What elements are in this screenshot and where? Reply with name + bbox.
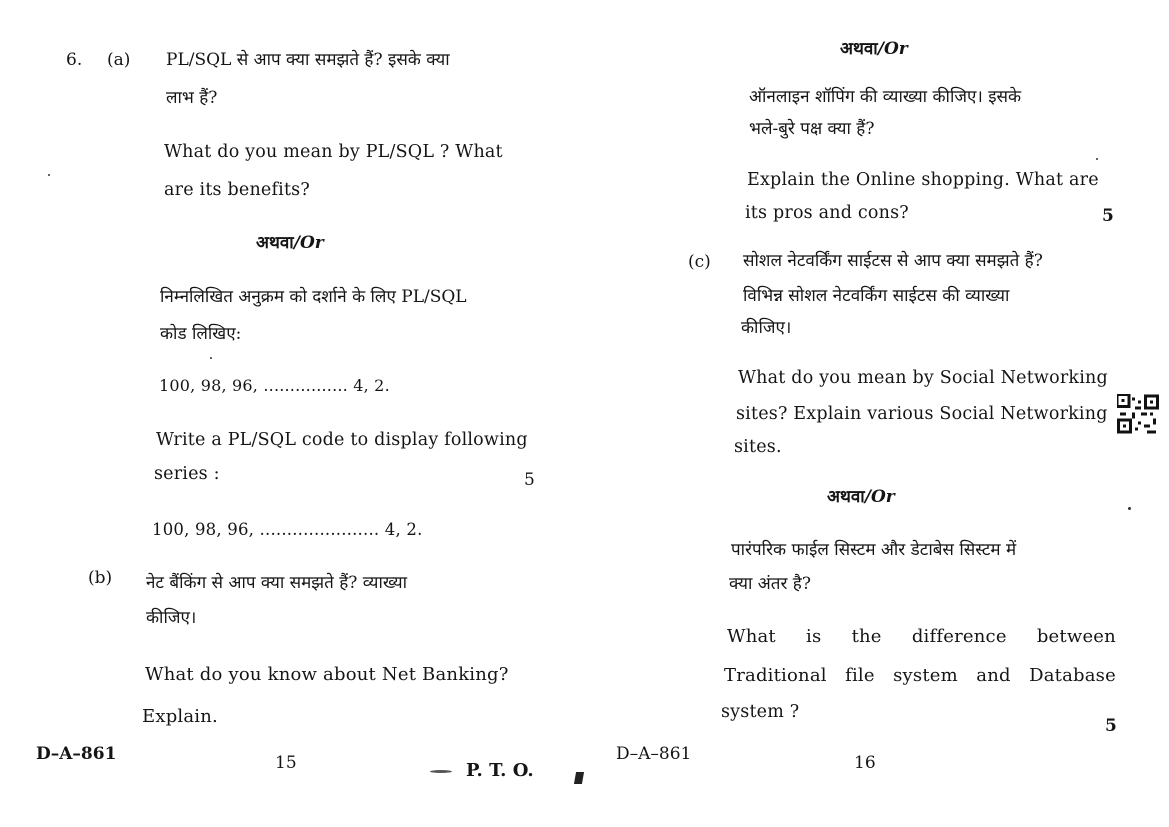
q6a-hindi-line2: लाभ हैं? xyxy=(166,88,218,108)
dbms-english-line2 xyxy=(724,667,1116,685)
dbms-marks: 5 xyxy=(1105,716,1117,736)
q6b-hindi-line1: नेट बैंकिंग से आप क्या समझते हैं? व्याख्या xyxy=(146,573,408,593)
scan-speck xyxy=(1128,507,1131,510)
or-english: Or xyxy=(299,233,324,253)
q6c-hindi-line2: विभिन्न सोशल नेटवर्किंग साईटस की व्याख्या xyxy=(743,286,1010,306)
q6a-marks: 5 xyxy=(524,470,535,490)
left-footer-page-number: 15 xyxy=(275,753,297,773)
online-hindi-line1: ऑनलाइन शॉपिंग की व्याख्या कीजिए। इसके xyxy=(749,87,1022,107)
q6b-english-line1: What do you know about Net Banking? xyxy=(145,664,509,685)
dbms-english-line3: system ? xyxy=(721,702,800,722)
scan-speck xyxy=(430,770,452,773)
qr-code-icon xyxy=(1117,394,1159,434)
or-hindi: अथवा xyxy=(840,39,878,59)
q6a-english-line2: are its benefits? xyxy=(164,180,310,200)
q6b-english-line2: Explain. xyxy=(142,706,218,727)
right-footer-page-number: 16 xyxy=(854,753,876,773)
series-hindi: 100, 98, 96, ................ 4, 2. xyxy=(159,376,390,395)
word: file xyxy=(845,665,875,686)
dbms-hindi-line1: पारंपरिक फाईल सिस्टम और डेटाबेस सिस्टम में xyxy=(731,540,1017,560)
right-footer-code: D–A–861 xyxy=(616,744,692,764)
online-english-line1: Explain the Online shopping. What are xyxy=(747,170,1099,190)
series-english: 100, 98, 96, ...................... 4, 2. xyxy=(152,520,423,539)
or-divider-top xyxy=(840,41,908,58)
question-number: 6. xyxy=(66,50,83,70)
word: the xyxy=(851,626,882,647)
word: difference xyxy=(911,626,1007,647)
q6b-hindi-line2: कीजिए। xyxy=(146,608,197,628)
or-divider-mid xyxy=(827,489,895,506)
or-english: Or xyxy=(870,487,895,507)
word: Database xyxy=(1029,665,1116,686)
q6a-alt-hindi-line2: कोड लिखिए: xyxy=(160,324,242,344)
pto-marker: P. T. O. xyxy=(466,760,534,781)
word: system xyxy=(893,665,958,686)
or-english: Or xyxy=(883,39,908,59)
left-footer-code: D–A–861 xyxy=(36,744,117,764)
dbms-english-line1 xyxy=(727,628,1116,646)
or-hindi: अथवा xyxy=(256,233,294,253)
word: What xyxy=(727,626,776,647)
q6a-english-line1: What do you mean by PL/SQL ? What xyxy=(164,142,503,162)
q6c-hindi-line1: सोशल नेटवर्किंग साईटस से आप क्या समझते हैं? xyxy=(743,251,1043,271)
or-hindi: अथवा xyxy=(827,487,865,507)
online-marks: 5 xyxy=(1102,206,1114,226)
q6a-alt-english-line1: Write a PL/SQL code to display following xyxy=(156,430,528,450)
word: between xyxy=(1036,626,1116,647)
online-english-line2: its pros and cons? xyxy=(745,203,909,223)
online-hindi-line2: भले-बुरे पक्ष क्या हैं? xyxy=(749,119,875,139)
q6a-alt-english-line2: series : xyxy=(154,464,220,484)
or-divider-left xyxy=(256,235,324,252)
q6a-alt-hindi-line1: निम्नलिखित अनुक्रम को दर्शाने के लिए PL/SQL xyxy=(160,287,467,307)
dbms-hindi-line2: क्या अंतर है? xyxy=(729,574,811,594)
scan-speck xyxy=(210,357,212,359)
q6c-hindi-line3: कीजिए। xyxy=(741,318,792,338)
word: is xyxy=(806,626,822,647)
scan-speck xyxy=(1096,158,1098,160)
q6a-hindi-line1: PL/SQL से आप क्या समझते हैं? इसके क्या xyxy=(166,50,450,70)
q6b-label: (b) xyxy=(88,568,113,588)
q6c-english-line1: What do you mean by Social Networking xyxy=(738,368,1108,388)
word: Traditional xyxy=(724,665,827,686)
q6c-english-line3: sites. xyxy=(734,437,782,457)
q6c-label: (c) xyxy=(688,252,711,272)
or-slash: / xyxy=(864,487,871,507)
q6a-label: (a) xyxy=(107,50,131,70)
word: and xyxy=(976,665,1011,686)
scan-speck xyxy=(574,772,584,784)
scan-speck xyxy=(48,174,50,176)
or-slash: / xyxy=(877,39,884,59)
or-slash: / xyxy=(293,233,300,253)
q6c-english-line2: sites? Explain various Social Networking xyxy=(736,404,1108,424)
